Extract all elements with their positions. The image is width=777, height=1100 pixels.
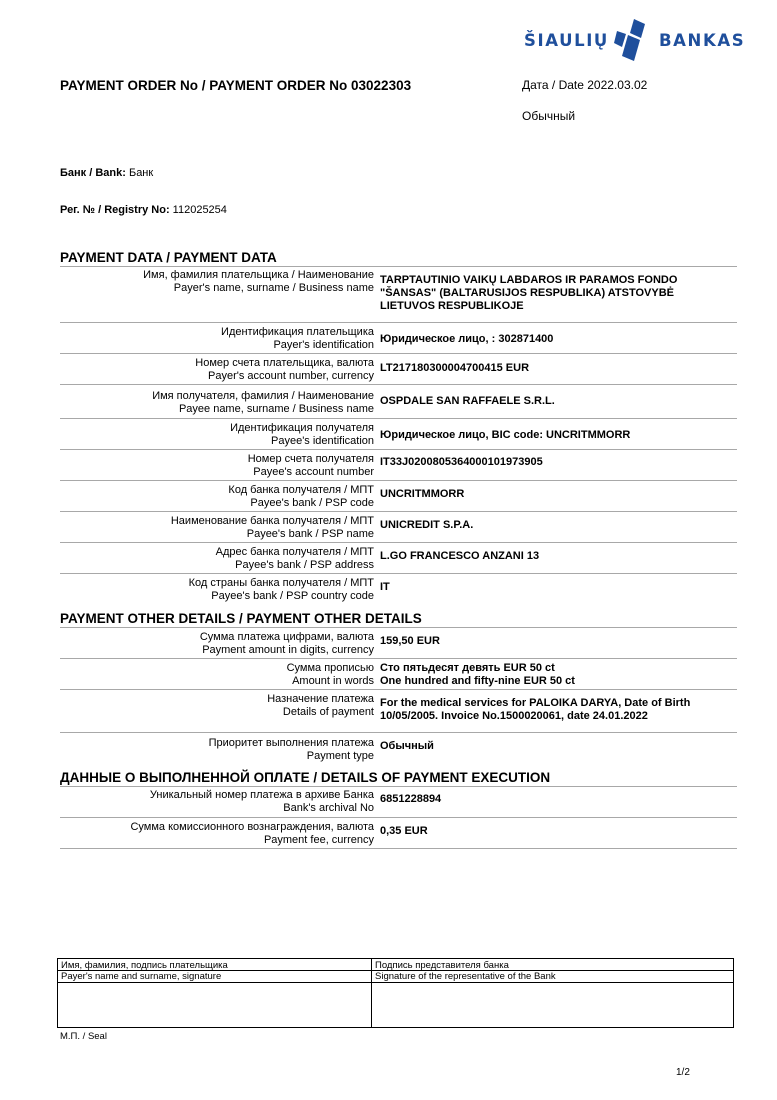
registry-label: Рег. № / Registry No: [60, 204, 170, 216]
row-label: Адрес банка получателя / МПТ Payee's bank / PSP address [215, 546, 374, 571]
row-label: Номер счета плательщика, валюта Payer's account number, currency [195, 357, 374, 382]
bank-logo [524, 18, 744, 62]
payment-row [60, 659, 737, 690]
section-title-payment-data: PAYMENT DATA / PAYMENT DATA [60, 250, 277, 265]
row-label: Назначение платежа Details of payment [267, 693, 374, 718]
payment-row [60, 354, 737, 385]
bank-label: Банк / Bank: [60, 167, 126, 179]
payment-row [60, 690, 737, 733]
payment-row [60, 787, 737, 818]
payment-row [60, 267, 737, 323]
payment-row [60, 818, 737, 849]
signature-table [57, 958, 734, 1028]
row-value: OSPDALE SAN RAFFAELE S.R.L. [380, 395, 555, 407]
payment-row [60, 450, 737, 481]
row-label: Сумма комиссионного вознаграждения, валюта Payment fee, currency [130, 821, 374, 846]
payment-row [60, 574, 737, 605]
seal-label: М.П. / Seal [60, 1031, 107, 1042]
row-label: Приоритет выполнения платежа Payment type [208, 737, 374, 762]
row-value: UNCRITMMORR [380, 488, 465, 500]
payment-row [60, 385, 737, 419]
row-label: Код банка получателя / МПТ Payee's bank / PSP code [228, 484, 374, 509]
row-label: Уникальный номер платежа в архиве Банка Bank's archival No [149, 789, 374, 814]
priority-text: Обычный [522, 109, 576, 123]
row-value: Сто пятьдесят девять EUR 50 ct One hundred and fifty-nine EUR 50 ct [380, 662, 575, 687]
row-value: Юридическое лицо, : 302871400 [380, 333, 554, 345]
row-value: IT33J0200805364000101973905 [380, 456, 543, 468]
row-value: L.GO FRANCESCO ANZANI 13 [380, 550, 540, 562]
logo-word-left: ŠIAULIŲ [524, 31, 609, 50]
registry-value: 112025254 [172, 204, 227, 216]
section-title-other-details: PAYMENT OTHER DETAILS / PAYMENT OTHER DETAILS [60, 611, 422, 626]
row-label: Номер счета получателя Payee's account number [247, 453, 374, 478]
row-label: Сумма прописью Amount in words [286, 662, 374, 687]
document-date: Дата / Date 2022.03.02 [522, 78, 648, 92]
row-value: IT [380, 581, 390, 593]
payment-row [60, 628, 737, 659]
payment-row [60, 419, 737, 450]
row-value: TARPTAUTINIO VAIKŲ LABDAROS IR PARAMOS FONDO "ŠANSAS" (BALTARUSIJOS RESPUBLIKA) ATSTOVYBĖ LIETUVOS RESPUBLIKOJE [380, 274, 678, 312]
row-value: LT217180300004700415 EUR [380, 362, 530, 374]
payer-signature-label: Имя, фамилия, подпись плательщика Payer's name and surname, signature [61, 960, 228, 982]
row-label: Код страны банка получателя / МПТ Payee's bank / PSP country code [188, 577, 374, 602]
logo-mark-icon [614, 18, 648, 62]
row-value: UNICREDIT S.P.A. [380, 519, 474, 531]
payment-row [60, 512, 737, 543]
registry-line [60, 204, 227, 216]
row-value: 0,35 EUR [380, 825, 428, 837]
row-value: 6851228894 [380, 793, 442, 805]
page-title: PAYMENT ORDER No / PAYMENT ORDER No 03022303 [60, 78, 412, 93]
logo-word-right: BANKAS [659, 31, 746, 50]
row-label: Наименование банка получателя / МПТ Payee's bank / PSP name [170, 515, 374, 540]
row-value: Обычный [380, 740, 434, 752]
payment-row [60, 733, 737, 767]
section-title-execution: ДАННЫЕ О ВЫПОЛНЕННОЙ ОПЛАТЕ / DETAILS OF PAYMENT EXECUTION [60, 770, 551, 785]
bank-signature-label: Подпись представителя банка Signature of the representative of the Bank [375, 960, 556, 982]
row-value: For the medical services for PALOIKA DARYA, Date of Birth 10/05/2005. Invoice No.1500020061, date 24.01.2022 [380, 697, 691, 722]
payment-row [60, 543, 737, 574]
row-value: Юридическое лицо, BIC code: UNCRITMMORR [380, 429, 631, 441]
bank-label-underline [372, 970, 733, 971]
payment-row [60, 481, 737, 512]
row-label: Сумма платежа цифрами, валюта Payment amount in digits, currency [199, 631, 374, 656]
row-label: Имя получателя, фамилия / Наименование Payee name, surname / Business name [152, 390, 374, 415]
row-value: 159,50 EUR [380, 635, 440, 647]
row-label: Имя, фамилия плательщика / Наименование Payer's name, surname / Business name [143, 269, 374, 294]
signature-header-rule [58, 982, 733, 983]
row-label: Идентификация получателя Payee's identification [230, 422, 374, 447]
bank-line [60, 167, 153, 179]
payment-row [60, 323, 737, 354]
payer-label-underline [58, 970, 371, 971]
page-number: 1/2 [676, 1067, 690, 1078]
row-label: Идентификация плательщика Payer's identification [221, 326, 374, 351]
bank-value: Банк [128, 167, 154, 179]
